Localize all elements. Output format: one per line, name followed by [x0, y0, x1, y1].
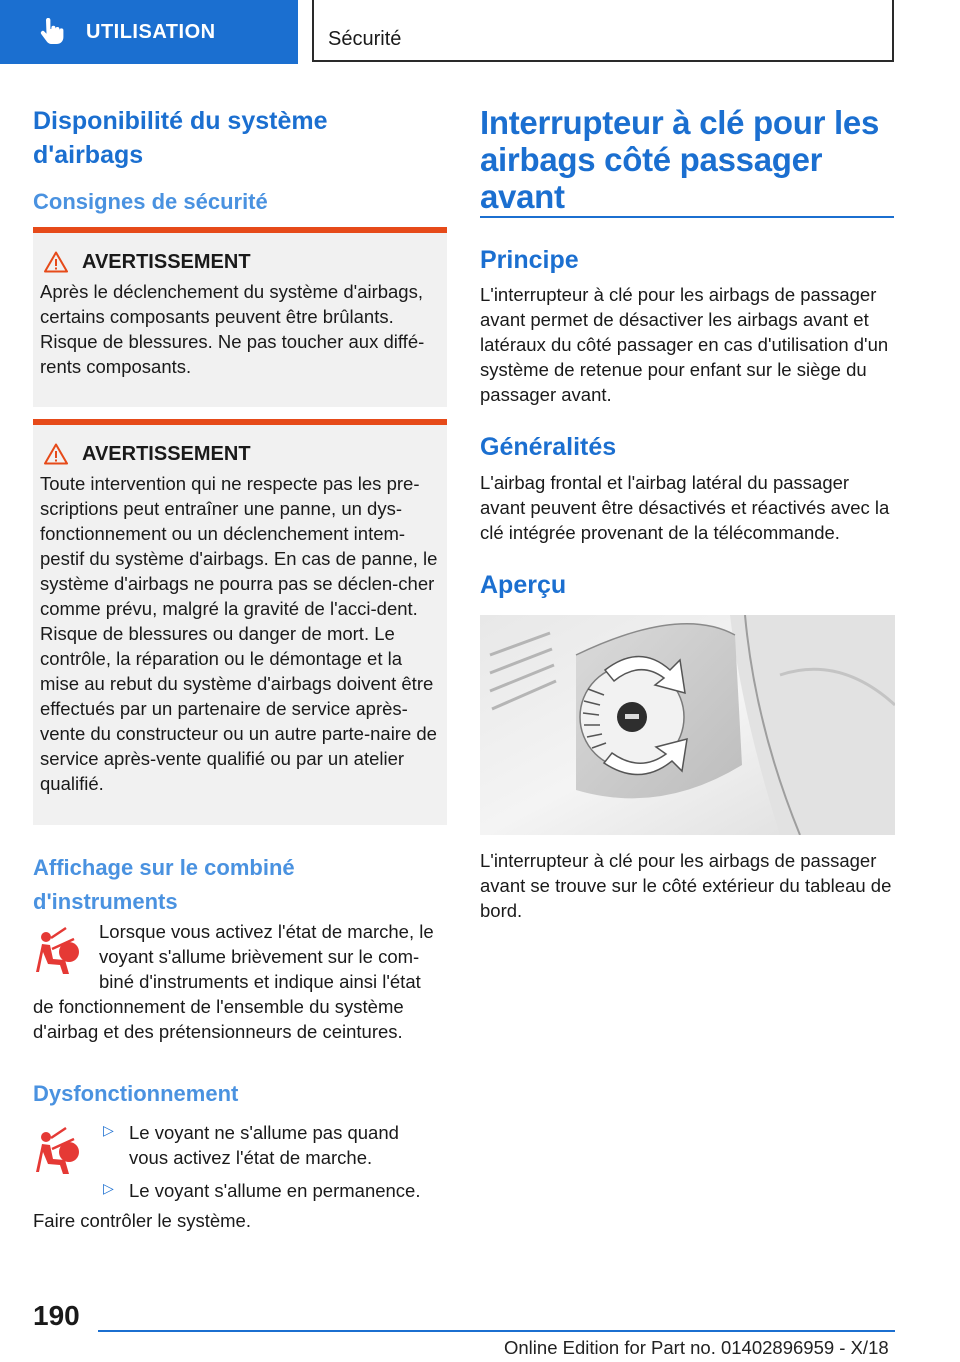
- warning-text: Après le déclenchement du système d'airbags, certains composants peuvent être brûlants. Risque de blessures. Ne pas toucher aux diffé-rents composants.: [40, 281, 425, 377]
- list-item: ▷ Le voyant s'allume en permanence.: [103, 1180, 421, 1201]
- malfunction-action: Faire contrôler le système.: [33, 1210, 251, 1231]
- section-tab: [0, 0, 298, 64]
- display-text-indented: Lorsque vous activez l'état de marche, le voyant s'allume brièvement sur le com-biné d'instruments et indique ainsi l'état: [99, 921, 434, 992]
- warning-label: AVERTISSEMENT: [82, 250, 251, 273]
- safety-heading: Consignes de sécurité: [33, 189, 268, 214]
- key-switch-illustration: [480, 615, 895, 835]
- page-number: 190: [33, 1300, 80, 1331]
- airbag-warning-icon: [36, 1124, 82, 1176]
- overview-caption: L'interrupteur à clé pour les airbags de passager avant se trouve sur le côté extérieur du tableau de bord.: [480, 850, 892, 921]
- warning-box-1: [33, 227, 447, 407]
- warning-box-2: [33, 419, 447, 825]
- display-heading: Affichage sur le combiné d'instruments: [33, 855, 295, 914]
- bullet-triangle-icon: ▷: [103, 1180, 114, 1196]
- right-title: Interrupteur à clé pour les airbags côté passager avant: [480, 104, 880, 215]
- display-text-full: de fonctionnement de l'ensemble du système d'airbag et des prétensionneurs de ceintures.: [33, 996, 404, 1042]
- warning-triangle-icon: [44, 251, 68, 273]
- principle-heading: Principe: [480, 246, 579, 274]
- section-label: UTILISATION: [86, 20, 216, 43]
- bullet-triangle-icon: ▷: [103, 1122, 114, 1138]
- pointing-hand-icon: [38, 18, 64, 46]
- section-title: Disponibilité du système d'airbags: [33, 107, 328, 169]
- title-rule: [480, 216, 894, 218]
- warning-text: Toute intervention qui ne respecte pas les pre-scriptions peut entraîner une panne, un dys-fonctionnement ou un déclenchement intem-pestif du système d'airbags. En cas de panne, le système d'airbags ne pourra pas se déclen-cher comme prévu, malgré la gravité de l'acci-dent. Risque de blessures ou danger de mort. Le contrôle, la réparation ou le démontage et la mise au rebut du système d'airbags doivent être effectués par un partenaire de service après-vente du constructeur ou un autre parte-naire de service après-vente qualifié ou par un atelier qualifié.: [40, 473, 438, 794]
- warning-label: AVERTISSEMENT: [82, 442, 251, 465]
- malfunction-heading: Dysfonctionnement: [33, 1081, 239, 1106]
- general-heading: Généralités: [480, 433, 617, 461]
- edition-text: Online Edition for Part no. 01402896959 - X/18: [504, 1337, 889, 1358]
- chapter-box: [312, 0, 894, 62]
- airbag-warning-icon: [36, 924, 82, 976]
- malfunction-list: [103, 1120, 445, 1203]
- overview-heading: Aperçu: [480, 571, 567, 599]
- list-item: ▷ Le voyant ne s'allume pas quand vous activez l'état de marche.: [103, 1122, 399, 1168]
- principle-text: L'interrupteur à clé pour les airbags de passager avant permet de désactiver les airbags avant et latéraux du côté passager en cas d'utilisation d'un système de retenue pour enfant sur le siège du passager avant.: [480, 284, 889, 405]
- chapter-label: Sécurité: [328, 28, 402, 50]
- footer-rule: [98, 1330, 895, 1332]
- warning-triangle-icon: [44, 443, 68, 465]
- general-text: L'airbag frontal et l'airbag latéral du passager avant peuvent être désactivés et réactivés avec la clé intégrée provenant de la télécommande.: [480, 472, 890, 543]
